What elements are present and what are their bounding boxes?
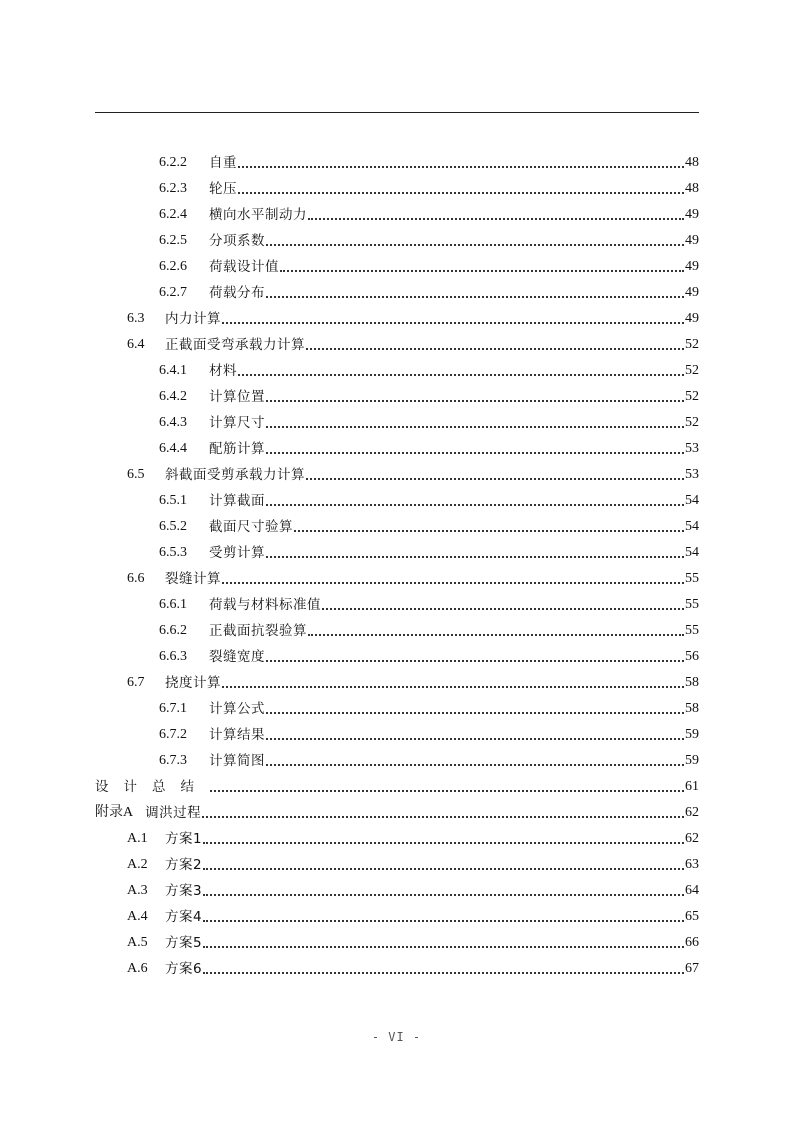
toc-entry-page: 52 (685, 389, 699, 404)
toc-entry[interactable] (127, 930, 699, 952)
toc-entry-number: 6.7.1 (159, 701, 187, 716)
toc-entry-page: 59 (685, 753, 699, 768)
toc-entry-page: 48 (685, 181, 699, 196)
toc-entry-page: 62 (685, 805, 699, 820)
toc-entry[interactable] (159, 150, 699, 172)
toc-entry-page: 64 (685, 883, 699, 898)
toc-entry-page: 53 (685, 441, 699, 456)
toc-entry[interactable] (159, 280, 699, 302)
toc-entry-number: 6.7.3 (159, 753, 187, 768)
toc-entry[interactable] (127, 462, 699, 484)
toc-entry-title: 截面尺寸验算 (209, 519, 293, 535)
toc-entry-page: 53 (685, 467, 699, 482)
toc-entry-page: 54 (685, 519, 699, 534)
toc-entry-number: 6.6 (127, 571, 145, 586)
toc-entry-title: 方案5 (165, 935, 203, 951)
dot-leader (266, 284, 684, 298)
toc-entry[interactable] (159, 202, 699, 224)
toc-entry[interactable] (127, 956, 699, 978)
toc-entry[interactable] (159, 384, 699, 406)
toc-entry-title: 荷载设计值 (209, 259, 279, 275)
toc-entry-page: 49 (685, 233, 699, 248)
toc-entry-title: 正截面抗裂验算 (209, 623, 307, 639)
toc-entry-number: 6.7.2 (159, 727, 187, 742)
dot-leader (306, 336, 684, 350)
toc-entry-title: 设计总结 (95, 779, 209, 795)
toc-entry[interactable] (127, 670, 699, 692)
toc-entry-number: 6.6.3 (159, 649, 187, 664)
toc-entry[interactable] (159, 514, 699, 536)
toc-entry-page: 49 (685, 207, 699, 222)
toc-entry-page: 49 (685, 285, 699, 300)
dot-leader (203, 856, 684, 870)
dot-leader (322, 596, 684, 610)
toc-entry-number: 6.2.2 (159, 155, 187, 170)
toc-entry-number: 6.3 (127, 311, 145, 326)
header-rule (95, 112, 699, 113)
toc-entry-title: 横向水平制动力 (209, 207, 307, 223)
toc-entry-page: 59 (685, 727, 699, 742)
toc-entry-title: 方案3 (165, 883, 203, 899)
toc-entry-title: 挠度计算 (165, 675, 221, 691)
toc-entry[interactable] (159, 488, 699, 510)
dot-leader (280, 258, 684, 272)
dot-leader (266, 544, 684, 558)
toc-entry-title: 荷载与材料标准值 (209, 597, 321, 613)
dot-leader (294, 518, 684, 532)
dot-leader (266, 414, 684, 428)
toc-entry-number: A.3 (127, 883, 148, 898)
toc-entry-number: 6.2.3 (159, 181, 187, 196)
toc-entry-page: 52 (685, 363, 699, 378)
toc-entry-page: 55 (685, 597, 699, 612)
toc-entry-title: 裂缝计算 (165, 571, 221, 587)
toc-entry[interactable] (127, 306, 699, 328)
toc-entry[interactable] (159, 696, 699, 718)
toc-entry-title: 材料 (209, 363, 237, 379)
toc-entry-title: 方案2 (165, 857, 203, 873)
toc-entry-title: 计算结果 (209, 727, 265, 743)
toc-entry-page: 58 (685, 675, 699, 690)
toc-entry-number: A.1 (127, 831, 148, 846)
dot-leader (203, 908, 684, 922)
toc-entry-number: 6.4 (127, 337, 145, 352)
toc-entry-number: 6.2.5 (159, 233, 187, 248)
toc-entry-title: 计算位置 (209, 389, 265, 405)
toc-entry[interactable] (159, 540, 699, 562)
toc-entry[interactable] (159, 254, 699, 276)
toc-entry-number: 6.2.7 (159, 285, 187, 300)
toc-entry-title: 自重 (209, 155, 237, 171)
dot-leader (203, 960, 684, 974)
dot-leader (238, 362, 684, 376)
toc-entry-title: 内力计算 (165, 311, 221, 327)
toc-entry-title: 调洪过程 (145, 805, 202, 821)
dot-leader (308, 206, 684, 220)
toc-entry[interactable] (127, 332, 699, 354)
dot-leader (222, 674, 684, 688)
toc-entry-number: 附录A (95, 805, 134, 820)
toc-entry[interactable] (159, 722, 699, 744)
toc-entry-page: 54 (685, 493, 699, 508)
dot-leader (222, 570, 684, 584)
toc-entry-number: 6.6.1 (159, 597, 187, 612)
toc-entry[interactable] (127, 878, 699, 900)
toc-entry-page: 66 (685, 935, 699, 950)
toc-entry-number: A.2 (127, 857, 148, 872)
toc-entry[interactable] (127, 904, 699, 926)
toc-entry-page: 62 (685, 831, 699, 846)
toc-entry[interactable] (159, 748, 699, 770)
toc-entry[interactable] (127, 566, 699, 588)
dot-leader (203, 934, 684, 948)
toc-entry-title: 计算公式 (209, 701, 265, 717)
toc-entry-page: 63 (685, 857, 699, 872)
toc-entry-page: 48 (685, 155, 699, 170)
toc-entry-title: 分项系数 (209, 233, 265, 249)
toc-entry[interactable] (159, 644, 699, 666)
toc-entry[interactable] (159, 436, 699, 458)
toc-entry-title: 正截面受弯承载力计算 (165, 337, 305, 353)
toc-entry-title: 受剪计算 (209, 545, 265, 561)
toc-entry-number: 6.5.2 (159, 519, 187, 534)
toc-entry[interactable] (127, 852, 699, 874)
dot-leader (308, 622, 684, 636)
dot-leader (203, 830, 684, 844)
toc-entry-title: 方案1 (165, 831, 203, 847)
dot-leader (266, 232, 684, 246)
toc-entry[interactable] (95, 774, 699, 796)
dot-leader (210, 778, 684, 792)
toc-entry-title: 计算简图 (209, 753, 265, 769)
dot-leader (266, 700, 684, 714)
dot-leader (306, 466, 684, 480)
dot-leader (238, 180, 684, 194)
dot-leader (266, 726, 684, 740)
toc-entry-number: A.4 (127, 909, 148, 924)
toc-entry-number: 6.7 (127, 675, 145, 690)
toc-entry-page: 49 (685, 311, 699, 326)
toc-entry-title: 配筋计算 (209, 441, 265, 457)
toc-entry-page: 65 (685, 909, 699, 924)
toc-entry-number: 6.4.2 (159, 389, 187, 404)
dot-leader (266, 440, 684, 454)
toc-entry-number: A.6 (127, 961, 148, 976)
toc-entry-number: 6.5 (127, 467, 145, 482)
toc-entry-number: 6.4.1 (159, 363, 187, 378)
toc-entry-page: 52 (685, 415, 699, 430)
toc-entry-number: 6.2.6 (159, 259, 187, 274)
toc-entry-number: 6.5.3 (159, 545, 187, 560)
dot-leader (266, 492, 684, 506)
toc-entry-title: 裂缝宽度 (209, 649, 265, 665)
page-number: - VI - (371, 1030, 422, 1044)
toc-entry-title: 荷载分布 (209, 285, 265, 301)
toc-entry-page: 54 (685, 545, 699, 560)
toc-entry-page: 55 (685, 623, 699, 638)
dot-leader (203, 882, 684, 896)
dot-leader (266, 752, 684, 766)
toc-entry[interactable] (159, 618, 699, 640)
toc-entry-number: A.5 (127, 935, 148, 950)
toc-entry-title: 计算尺寸 (209, 415, 265, 431)
toc-entry[interactable] (159, 592, 699, 614)
toc-entry-title: 方案6 (165, 961, 203, 977)
toc-entry-number: 6.6.2 (159, 623, 187, 638)
toc-entry-number: 6.5.1 (159, 493, 187, 508)
toc-entry[interactable] (127, 826, 699, 848)
toc-entry-number: 6.4.4 (159, 441, 187, 456)
toc-entry-number: 6.4.3 (159, 415, 187, 430)
toc-entry[interactable] (159, 358, 699, 380)
toc-entry-page: 67 (685, 961, 699, 976)
toc-entry[interactable] (95, 800, 699, 822)
toc-entry[interactable] (159, 410, 699, 432)
toc-entry-page: 61 (685, 779, 699, 794)
toc-entry-page: 56 (685, 649, 699, 664)
toc-entry-page: 55 (685, 571, 699, 586)
toc-entry-title: 斜截面受剪承载力计算 (165, 467, 305, 483)
toc-entry-title: 轮压 (209, 181, 237, 197)
toc-entry-title: 方案4 (165, 909, 203, 925)
dot-leader (202, 804, 684, 818)
dot-leader (266, 648, 684, 662)
toc-entry[interactable] (159, 228, 699, 250)
dot-leader (222, 310, 684, 324)
toc-entry[interactable] (159, 176, 699, 198)
toc-entry-page: 49 (685, 259, 699, 274)
dot-leader (238, 154, 684, 168)
toc-entry-title: 计算截面 (209, 493, 265, 509)
toc-entry-number: 6.2.4 (159, 207, 187, 222)
toc-entry-page: 52 (685, 337, 699, 352)
dot-leader (266, 388, 684, 402)
toc-entry-page: 58 (685, 701, 699, 716)
